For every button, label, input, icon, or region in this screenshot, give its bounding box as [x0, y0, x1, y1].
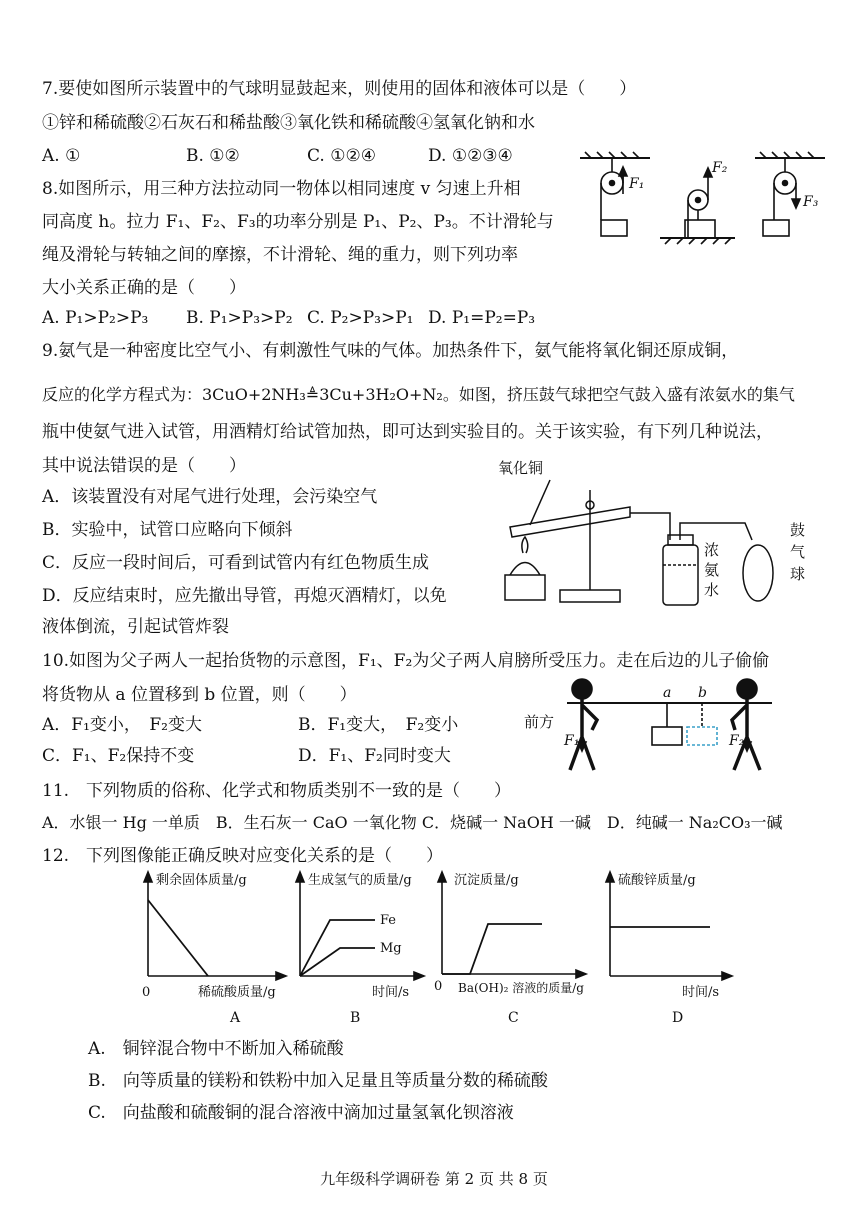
q9-line-2: 反应的化学方程式为：3CuO+2NH₃≜3Cu+3H₂O+N₂。如图，挤压鼓气球把空气鼓入盛有浓氨水的集气	[42, 385, 795, 404]
pulley-figure	[575, 150, 845, 250]
q9-line-1: 9.氨气是一种密度比空气小、有刺激性气味的气体。加热条件下，氨气能将氧化铜还原成铜，	[42, 341, 739, 361]
graph-c-xlabel: Ba(OH)₂ 溶液的质量/g	[458, 981, 584, 995]
graph-d-ylabel: 硫酸锌质量/g	[618, 873, 696, 888]
label-f2: F₂	[712, 160, 728, 176]
svg-text:气: 气	[790, 543, 806, 561]
graph-b-letter: B	[350, 1010, 361, 1026]
label-a: a	[663, 685, 672, 701]
graph-b-series-fe: Fe	[380, 913, 397, 928]
graph-a-xlabel: 稀硫酸质量/g	[198, 985, 276, 1000]
q9-option-a: A．该装置没有对尾气进行处理，会污染空气	[42, 487, 378, 507]
q9-line-3: 瓶中使氨气进入试管，用酒精灯给试管加热，即可达到实验目的。关于该实验，有下列几种说法，	[42, 422, 773, 442]
q11-stem: 11. 下列物质的俗称、化学式和物质类别不一致的是（ ）	[42, 781, 512, 801]
q8-line-2: 同高度 h。拉力 F₁、F₂、F₃的功率分别是 P₁、P₂、P₃。不计滑轮与	[42, 212, 554, 232]
graph-a	[140, 870, 290, 1030]
svg-text:鼓: 鼓	[790, 521, 806, 539]
graph-a-ylabel: 剩余固体质量/g	[156, 873, 247, 888]
graph-b-series-mg: Mg	[380, 941, 402, 956]
q11-options: A．水银一 Hg 一单质 B．生石灰一 CaO 一氧化物 C．烧碱一 NaOH 一碱 D．纯碱一 Na₂CO₃一碱	[42, 813, 783, 832]
q12-stem: 12. 下列图像能正确反映对应变化关系的是（ ）	[42, 846, 444, 866]
label-ammonia-water	[704, 541, 719, 599]
q10-option-a: A．F₁变小， F₂变大	[42, 715, 202, 735]
label-copper-oxide: 氧化铜	[498, 459, 544, 477]
page-footer: 九年级科学调研卷 第 2 页 共 8 页	[320, 1170, 548, 1188]
q9-line-4: 其中说法错误的是（ ）	[42, 456, 246, 476]
graph-c-letter: C	[508, 1010, 519, 1026]
q10-option-b: B．F₁变大， F₂变小	[298, 715, 459, 735]
q8-option-d: D. P₁=P₂=P₃	[428, 308, 536, 328]
q7-option-d: D. ①②③④	[428, 146, 513, 166]
label-f1: F₁	[629, 176, 645, 192]
svg-text:球: 球	[790, 565, 806, 583]
q8-line-4: 大小关系正确的是（ ）	[42, 278, 246, 298]
q12-option-a: A. 铜锌混合物中不断加入稀硫酸	[88, 1039, 344, 1059]
graph-d-xlabel: 时间/s	[682, 985, 720, 1000]
q7-option-a: A. ①	[42, 146, 81, 166]
q8-option-b: B. P₁>P₃>P₂	[186, 308, 293, 328]
label-force-f1: F₁	[564, 733, 580, 749]
graph-c-ylabel: 沉淀质量/g	[454, 873, 519, 888]
q12-option-c: C. 向盐酸和硫酸铜的混合溶液中滴加过量氢氧化钡溶液	[88, 1103, 514, 1123]
graph-a-origin: 0	[142, 985, 151, 1000]
graph-b	[290, 870, 430, 1030]
graph-d	[600, 870, 740, 1030]
label-front: 前方	[524, 713, 555, 731]
q10-option-d: D．F₁、F₂同时变大	[298, 746, 451, 766]
q12-option-b: B. 向等质量的镁粉和铁粉中加入足量且等质量分数的稀硫酸	[88, 1071, 548, 1091]
graph-c	[430, 870, 600, 1030]
label-b: b	[698, 685, 707, 701]
label-force-f2: F₂	[729, 733, 745, 749]
label-air-bulb	[790, 521, 805, 583]
svg-text:水: 水	[704, 581, 720, 599]
q8-line-1: 8.如图所示，用三种方法拉动同一物体以相同速度 v 匀速上升相	[42, 179, 521, 199]
q7-items: ①锌和稀硫酸②石灰石和稀盐酸③氧化铁和稀硫酸④氢氧化钠和水	[42, 113, 535, 133]
ammonia-apparatus-figure	[490, 455, 830, 615]
label-f3: F₃	[803, 194, 819, 210]
graph-b-xlabel: 时间/s	[372, 985, 410, 1000]
q7-option-c: C. ①②④	[307, 146, 376, 166]
q9-option-d-cont: 液体倒流，引起试管炸裂	[42, 617, 229, 637]
q8-option-a: A. P₁>P₂>P₃	[42, 308, 149, 328]
q10-option-c: C．F₁、F₂保持不变	[42, 746, 195, 766]
carry-goods-figure	[522, 675, 822, 775]
q9-option-b: B．实验中，试管口应略向下倾斜	[42, 520, 293, 540]
q8-line-3: 绳及滑轮与转轴之间的摩擦，不计滑轮、绳的重力，则下列功率	[42, 245, 518, 265]
q9-option-c: C．反应一段时间后，可看到试管内有红色物质生成	[42, 553, 430, 573]
q7-option-b: B. ①②	[186, 146, 240, 166]
q10-line-1: 10.如图为父子两人一起抬货物的示意图，F₁、F₂为父子两人肩膀所受压力。走在后边的儿子偷偷	[42, 651, 770, 671]
q9-option-d: D．反应结束时，应先撤出导管，再熄灭酒精灯，以免	[42, 586, 447, 606]
graph-c-origin: 0	[434, 979, 443, 994]
q10-line-2: 将货物从 a 位置移到 b 位置，则（ ）	[42, 685, 357, 705]
svg-text:氨: 氨	[704, 561, 720, 579]
q8-option-c: C. P₂>P₃>P₁	[307, 308, 414, 328]
graph-b-ylabel: 生成氢气的质量/g	[308, 873, 412, 888]
svg-text:浓: 浓	[704, 541, 720, 559]
graph-d-letter: D	[672, 1010, 684, 1026]
q7-stem: 7.要使如图所示装置中的气球明显鼓起来，则使用的固体和液体可以是（ ）	[42, 79, 637, 99]
graph-a-letter: A	[230, 1010, 241, 1026]
